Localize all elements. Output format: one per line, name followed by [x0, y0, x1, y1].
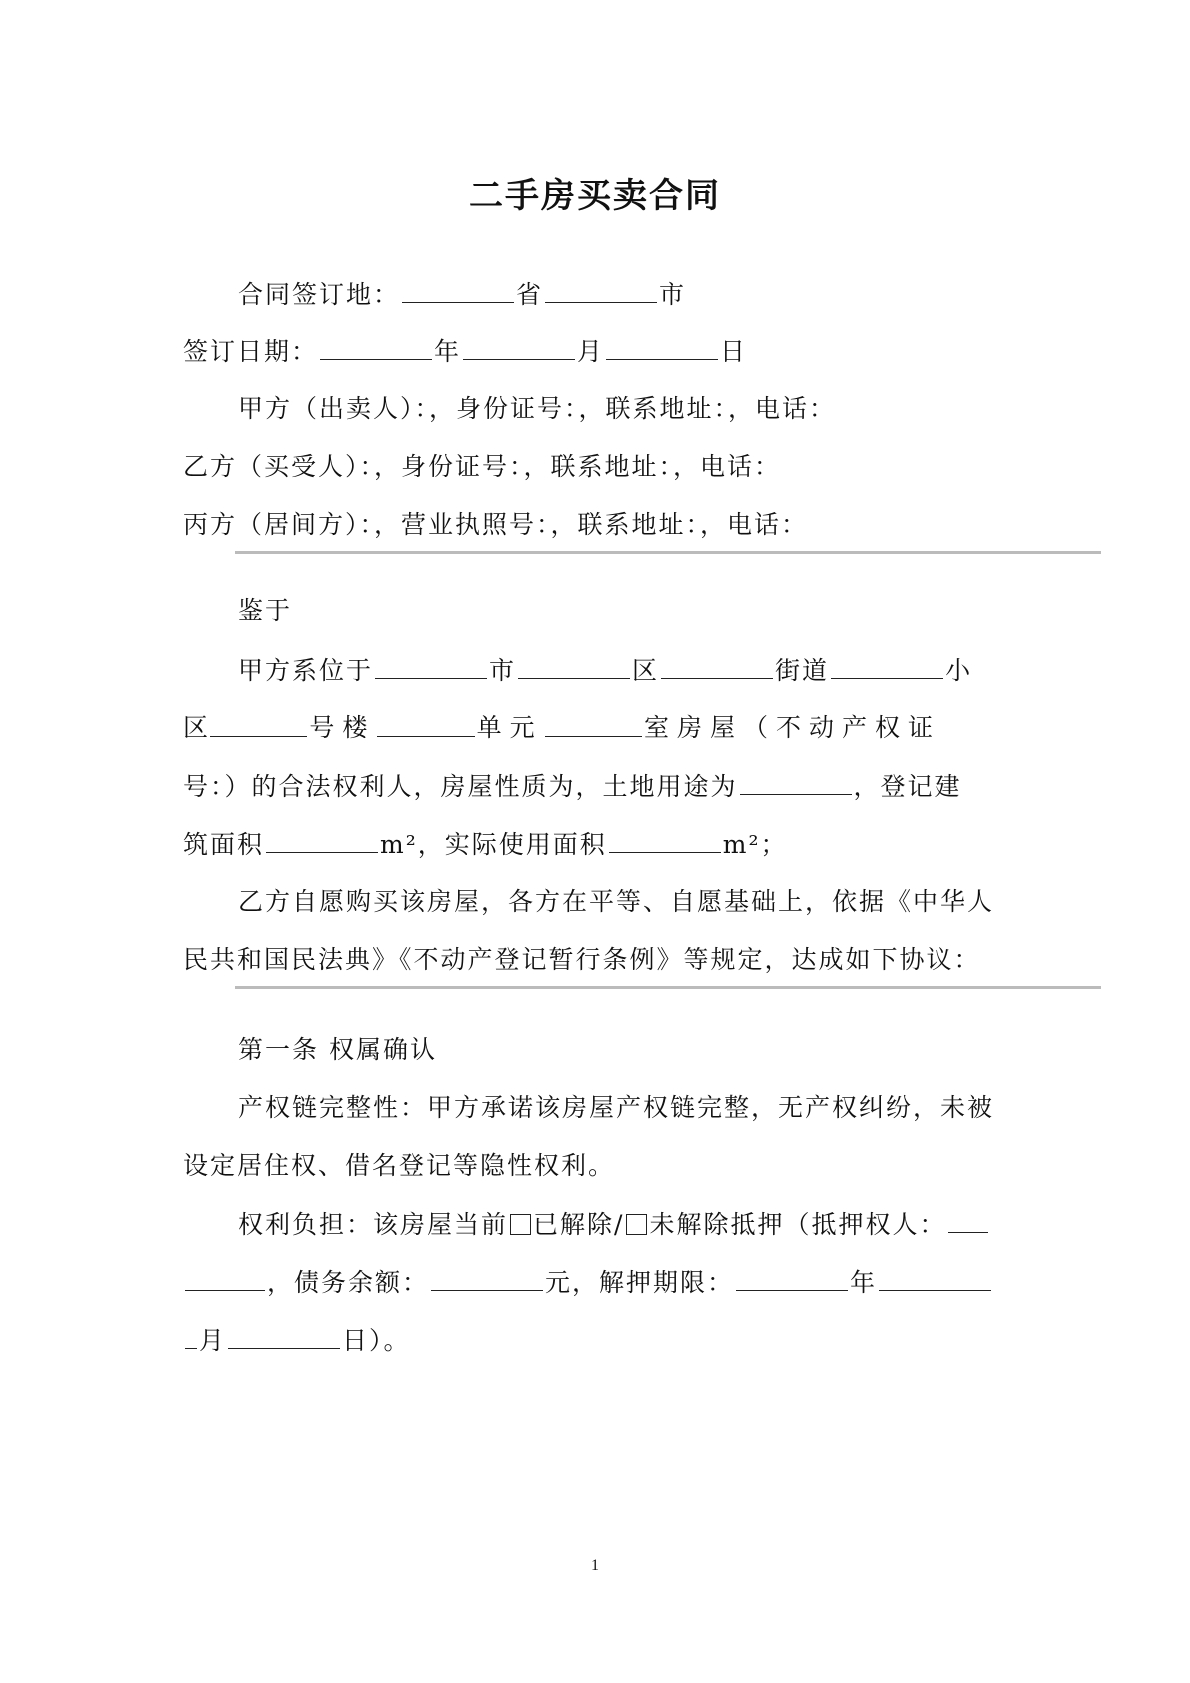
month-label: 月 — [577, 337, 605, 366]
text: 年 — [850, 1268, 878, 1297]
text: 号楼 — [309, 713, 376, 742]
registered-area-blank[interactable] — [266, 826, 378, 853]
page-number: 1 — [591, 1557, 599, 1574]
text: 号：）的合法权利人，房屋性质为，土地用途为 — [183, 772, 738, 801]
whereas-line-6: 民共和国民法典》《不动产登记暂行条例》等规定，达成如下协议： — [183, 945, 981, 974]
text: 未解除抵押（抵押权人： — [649, 1210, 947, 1239]
article-1-p2-line-3 — [183, 1322, 1013, 1359]
text: 区 — [632, 656, 660, 685]
signing-date-label: 签订日期： — [183, 337, 319, 366]
province-blank[interactable] — [402, 276, 514, 303]
document-title: 二手房买卖合同 — [469, 176, 721, 216]
building-blank[interactable] — [210, 710, 307, 737]
text: ，债务余额： — [267, 1268, 430, 1297]
release-day-blank[interactable] — [228, 1322, 340, 1349]
city-label: 市 — [659, 280, 687, 309]
text: 市 — [489, 656, 517, 685]
province-label: 省 — [516, 280, 544, 309]
debt-balance-blank[interactable] — [431, 1264, 543, 1291]
article-1-p1-line-2: 设定居住权、借名登记等隐性权利。 — [183, 1151, 616, 1180]
text: 区 — [183, 713, 209, 742]
day-label: 日 — [720, 337, 748, 366]
whereas-line-4 — [183, 826, 1013, 863]
text: 日）。 — [342, 1326, 411, 1355]
release-year-blank[interactable] — [736, 1264, 848, 1291]
text: m²； — [722, 830, 788, 859]
whereas-line-5: 乙方自愿购买该房屋，各方在平等、自愿基础上，依据《中华人 — [238, 887, 995, 916]
not-released-checkbox[interactable] — [626, 1214, 647, 1235]
text: 元，解押期限： — [545, 1268, 735, 1297]
release-month-blank-cont[interactable] — [185, 1322, 197, 1349]
article-1-heading: 第一条 权属确认 — [238, 1035, 437, 1064]
text: m²，实际使用面积 — [380, 830, 607, 859]
mortgagee-blank-cont[interactable] — [185, 1264, 265, 1291]
text: 室房屋（不动产权证 — [643, 713, 941, 742]
signing-place-label: 合同签订地： — [238, 280, 401, 309]
year-label: 年 — [434, 337, 462, 366]
signing-place-line — [238, 276, 1068, 313]
land-use-blank[interactable] — [740, 768, 852, 795]
release-month-blank[interactable] — [879, 1264, 991, 1291]
city-blank[interactable] — [545, 276, 657, 303]
actual-area-blank[interactable] — [609, 826, 721, 853]
party-b-line: 乙方（买受人）：，身份证号：，联系地址：，电话： — [183, 452, 782, 481]
text: 小 — [945, 656, 973, 685]
whereas-line-2 — [183, 710, 941, 746]
text: 筑面积 — [183, 830, 265, 859]
article-1-p1-line-1: 产权链完整性：甲方承诺该房屋产权链完整，无产权纠纷，未被 — [238, 1093, 995, 1122]
whereas-line-3 — [183, 768, 1013, 805]
party-a-line: 甲方（出卖人）：，身份证号：，联系地址：，电话： — [238, 394, 837, 423]
unit-blank[interactable] — [377, 710, 474, 737]
text: ，登记建 — [853, 772, 962, 801]
article-1-p2-line-1 — [238, 1206, 1068, 1243]
mortgagee-blank[interactable] — [948, 1206, 988, 1233]
city-blank[interactable] — [375, 652, 487, 679]
text: 权利负担：该房屋当前 — [238, 1210, 509, 1239]
whereas-line-1 — [238, 652, 973, 689]
party-c-line: 丙方（居间方）：，营业执照号：，联系地址：，电话： — [183, 510, 809, 539]
text: 月 — [199, 1326, 227, 1355]
year-blank[interactable] — [320, 333, 432, 360]
day-blank[interactable] — [606, 333, 718, 360]
section-divider — [235, 986, 1101, 989]
text: 已解除/ — [533, 1210, 625, 1239]
room-blank[interactable] — [545, 710, 642, 737]
text: 甲方系位于 — [238, 656, 374, 685]
month-blank[interactable] — [463, 333, 575, 360]
street-blank[interactable] — [661, 652, 773, 679]
section-divider — [235, 551, 1101, 554]
signing-date-line — [183, 333, 1013, 370]
district-blank[interactable] — [518, 652, 630, 679]
text: 单元 — [476, 713, 543, 742]
community-blank[interactable] — [831, 652, 943, 679]
whereas-heading: 鉴于 — [238, 596, 293, 625]
text: 街道 — [775, 656, 830, 685]
article-1-p2-line-2 — [183, 1264, 1013, 1301]
released-checkbox[interactable] — [510, 1214, 531, 1235]
